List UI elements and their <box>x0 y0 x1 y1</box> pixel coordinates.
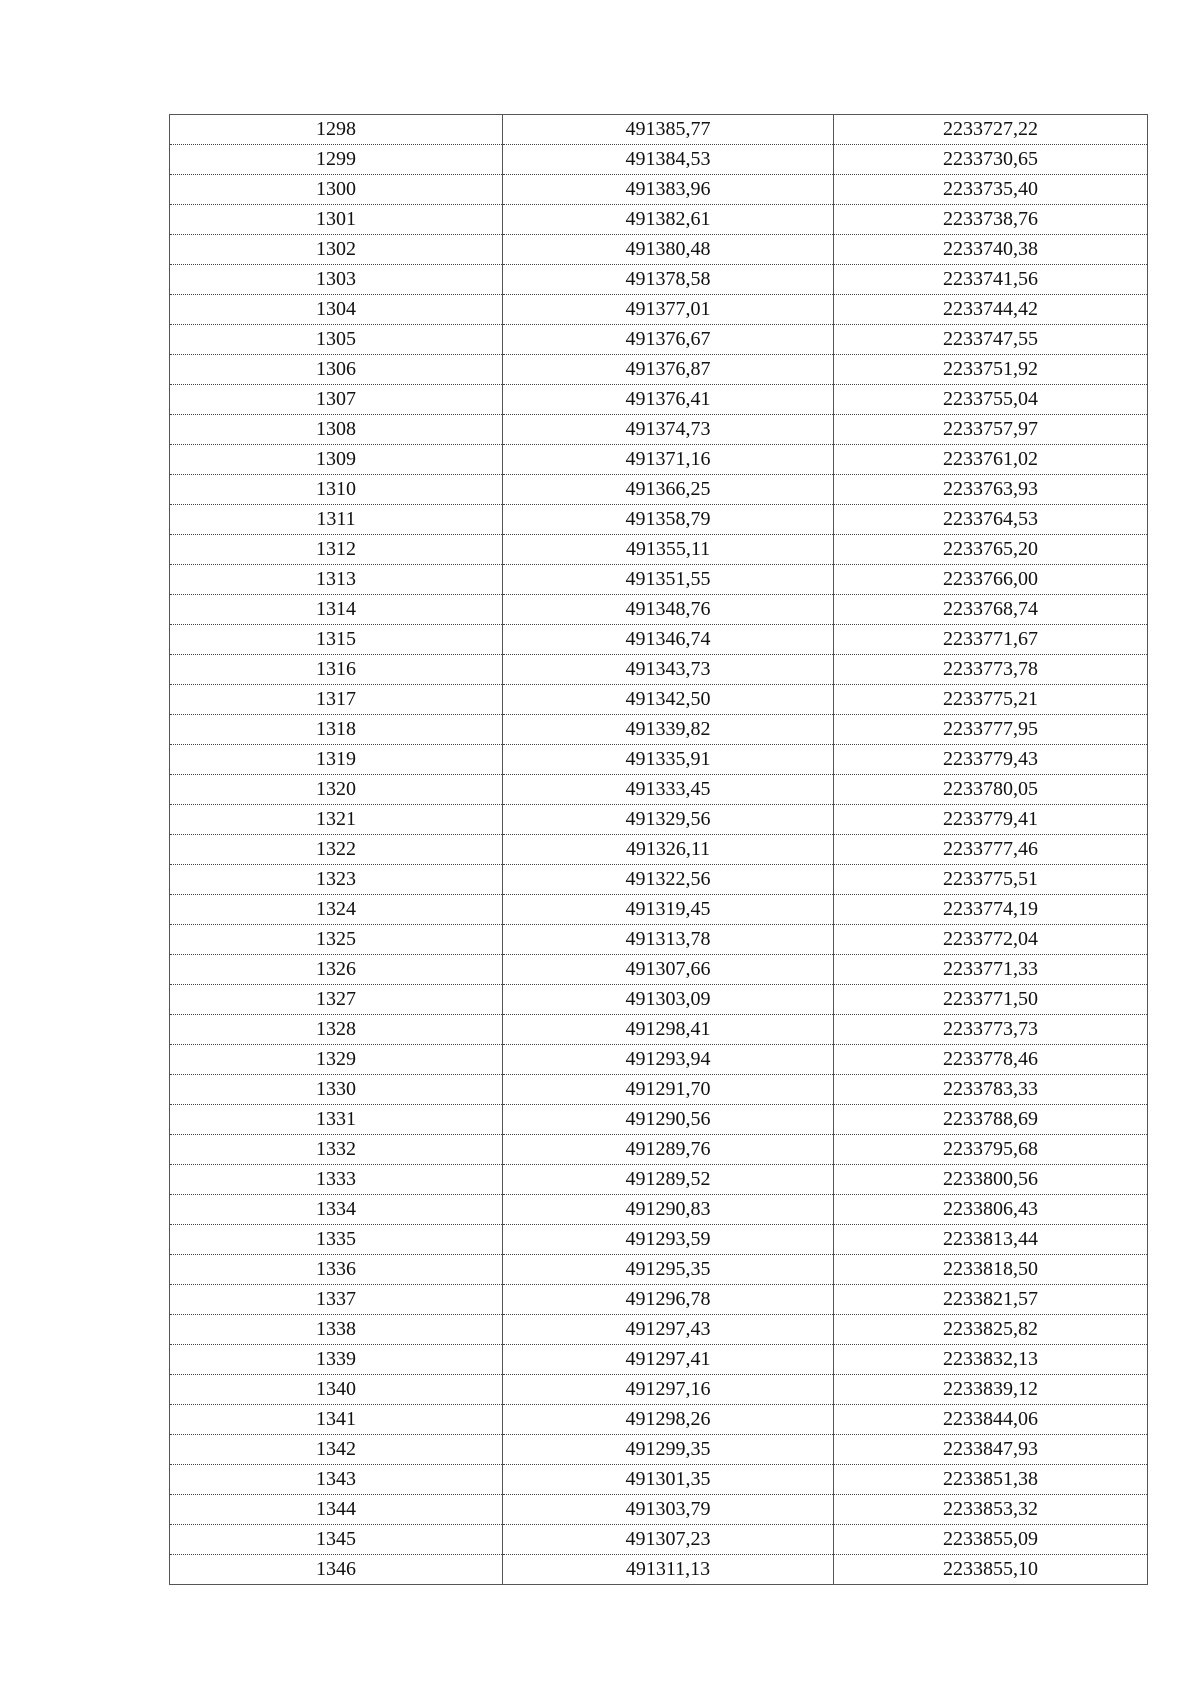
y-coordinate-cell: 2233778,46 <box>834 1045 1148 1075</box>
table-row <box>170 955 1148 985</box>
y-coordinate-cell: 2233761,02 <box>834 445 1148 475</box>
x-coordinate-cell: 491293,59 <box>503 1225 834 1255</box>
point-number-cell: 1330 <box>170 1075 503 1105</box>
point-number-cell: 1314 <box>170 595 503 625</box>
y-coordinate-cell: 2233772,04 <box>834 925 1148 955</box>
coordinates-table <box>169 114 1148 1585</box>
x-coordinate-cell: 491348,76 <box>503 595 834 625</box>
table-row <box>170 715 1148 745</box>
x-coordinate-cell: 491291,70 <box>503 1075 834 1105</box>
point-number-cell: 1338 <box>170 1315 503 1345</box>
x-coordinate-cell: 491335,91 <box>503 745 834 775</box>
table-row <box>170 565 1148 595</box>
x-coordinate-cell: 491293,94 <box>503 1045 834 1075</box>
table-row <box>170 1165 1148 1195</box>
point-number-cell: 1307 <box>170 385 503 415</box>
point-number-cell: 1326 <box>170 955 503 985</box>
x-coordinate-cell: 491295,35 <box>503 1255 834 1285</box>
x-coordinate-cell: 491374,73 <box>503 415 834 445</box>
y-coordinate-cell: 2233735,40 <box>834 175 1148 205</box>
x-coordinate-cell: 491333,45 <box>503 775 834 805</box>
x-coordinate-cell: 491301,35 <box>503 1465 834 1495</box>
table-row <box>170 1225 1148 1255</box>
y-coordinate-cell: 2233813,44 <box>834 1225 1148 1255</box>
point-number-cell: 1329 <box>170 1045 503 1075</box>
point-number-cell: 1309 <box>170 445 503 475</box>
y-coordinate-cell: 2233744,42 <box>834 295 1148 325</box>
table-row <box>170 205 1148 235</box>
table-row <box>170 1375 1148 1405</box>
point-number-cell: 1334 <box>170 1195 503 1225</box>
point-number-cell: 1308 <box>170 415 503 445</box>
point-number-cell: 1339 <box>170 1345 503 1375</box>
x-coordinate-cell: 491384,53 <box>503 145 834 175</box>
x-coordinate-cell: 491313,78 <box>503 925 834 955</box>
x-coordinate-cell: 491378,58 <box>503 265 834 295</box>
y-coordinate-cell: 2233771,50 <box>834 985 1148 1015</box>
y-coordinate-cell: 2233764,53 <box>834 505 1148 535</box>
point-number-cell: 1312 <box>170 535 503 565</box>
y-coordinate-cell: 2233825,82 <box>834 1315 1148 1345</box>
y-coordinate-cell: 2233783,33 <box>834 1075 1148 1105</box>
point-number-cell: 1298 <box>170 115 503 145</box>
table-row <box>170 1525 1148 1555</box>
y-coordinate-cell: 2233768,74 <box>834 595 1148 625</box>
table-row <box>170 1345 1148 1375</box>
y-coordinate-cell: 2233832,13 <box>834 1345 1148 1375</box>
y-coordinate-cell: 2233751,92 <box>834 355 1148 385</box>
table-row <box>170 625 1148 655</box>
point-number-cell: 1299 <box>170 145 503 175</box>
x-coordinate-cell: 491297,41 <box>503 1345 834 1375</box>
table-row <box>170 1465 1148 1495</box>
y-coordinate-cell: 2233747,55 <box>834 325 1148 355</box>
x-coordinate-cell: 491329,56 <box>503 805 834 835</box>
x-coordinate-cell: 491303,09 <box>503 985 834 1015</box>
y-coordinate-cell: 2233853,32 <box>834 1495 1148 1525</box>
x-coordinate-cell: 491355,11 <box>503 535 834 565</box>
x-coordinate-cell: 491307,66 <box>503 955 834 985</box>
table-row <box>170 595 1148 625</box>
x-coordinate-cell: 491307,23 <box>503 1525 834 1555</box>
y-coordinate-cell: 2233771,67 <box>834 625 1148 655</box>
point-number-cell: 1301 <box>170 205 503 235</box>
point-number-cell: 1328 <box>170 1015 503 1045</box>
point-number-cell: 1336 <box>170 1255 503 1285</box>
y-coordinate-cell: 2233766,00 <box>834 565 1148 595</box>
y-coordinate-cell: 2233779,43 <box>834 745 1148 775</box>
y-coordinate-cell: 2233777,95 <box>834 715 1148 745</box>
point-number-cell: 1345 <box>170 1525 503 1555</box>
table-row <box>170 535 1148 565</box>
table-row <box>170 325 1148 355</box>
point-number-cell: 1340 <box>170 1375 503 1405</box>
y-coordinate-cell: 2233844,06 <box>834 1405 1148 1435</box>
x-coordinate-cell: 491326,11 <box>503 835 834 865</box>
table-row <box>170 475 1148 505</box>
table-row <box>170 1015 1148 1045</box>
y-coordinate-cell: 2233775,51 <box>834 865 1148 895</box>
y-coordinate-cell: 2233773,78 <box>834 655 1148 685</box>
table-row <box>170 775 1148 805</box>
point-number-cell: 1333 <box>170 1165 503 1195</box>
point-number-cell: 1303 <box>170 265 503 295</box>
x-coordinate-cell: 491339,82 <box>503 715 834 745</box>
y-coordinate-cell: 2233818,50 <box>834 1255 1148 1285</box>
table-row <box>170 505 1148 535</box>
x-coordinate-cell: 491377,01 <box>503 295 834 325</box>
table-row <box>170 415 1148 445</box>
point-number-cell: 1343 <box>170 1465 503 1495</box>
point-number-cell: 1332 <box>170 1135 503 1165</box>
table-row <box>170 835 1148 865</box>
point-number-cell: 1302 <box>170 235 503 265</box>
x-coordinate-cell: 491298,41 <box>503 1015 834 1045</box>
y-coordinate-cell: 2233851,38 <box>834 1465 1148 1495</box>
table-row <box>170 1105 1148 1135</box>
y-coordinate-cell: 2233730,65 <box>834 145 1148 175</box>
table-row <box>170 115 1148 145</box>
x-coordinate-cell: 491358,79 <box>503 505 834 535</box>
point-number-cell: 1346 <box>170 1555 503 1585</box>
y-coordinate-cell: 2233771,33 <box>834 955 1148 985</box>
y-coordinate-cell: 2233773,73 <box>834 1015 1148 1045</box>
point-number-cell: 1341 <box>170 1405 503 1435</box>
x-coordinate-cell: 491366,25 <box>503 475 834 505</box>
x-coordinate-cell: 491342,50 <box>503 685 834 715</box>
y-coordinate-cell: 2233855,09 <box>834 1525 1148 1555</box>
point-number-cell: 1319 <box>170 745 503 775</box>
coordinates-table-body <box>170 115 1148 1585</box>
table-row <box>170 745 1148 775</box>
y-coordinate-cell: 2233757,97 <box>834 415 1148 445</box>
y-coordinate-cell: 2233839,12 <box>834 1375 1148 1405</box>
y-coordinate-cell: 2233775,21 <box>834 685 1148 715</box>
point-number-cell: 1317 <box>170 685 503 715</box>
y-coordinate-cell: 2233780,05 <box>834 775 1148 805</box>
point-number-cell: 1316 <box>170 655 503 685</box>
point-number-cell: 1342 <box>170 1435 503 1465</box>
point-number-cell: 1320 <box>170 775 503 805</box>
point-number-cell: 1335 <box>170 1225 503 1255</box>
y-coordinate-cell: 2233795,68 <box>834 1135 1148 1165</box>
table-row <box>170 1285 1148 1315</box>
point-number-cell: 1324 <box>170 895 503 925</box>
table-row <box>170 385 1148 415</box>
table-row <box>170 1435 1148 1465</box>
point-number-cell: 1315 <box>170 625 503 655</box>
x-coordinate-cell: 491289,76 <box>503 1135 834 1165</box>
x-coordinate-cell: 491297,16 <box>503 1375 834 1405</box>
x-coordinate-cell: 491296,78 <box>503 1285 834 1315</box>
table-row <box>170 1195 1148 1225</box>
table-row <box>170 265 1148 295</box>
point-number-cell: 1331 <box>170 1105 503 1135</box>
table-row <box>170 865 1148 895</box>
y-coordinate-cell: 2233741,56 <box>834 265 1148 295</box>
y-coordinate-cell: 2233800,56 <box>834 1165 1148 1195</box>
x-coordinate-cell: 491298,26 <box>503 1405 834 1435</box>
table-row <box>170 1315 1148 1345</box>
table-row <box>170 1075 1148 1105</box>
x-coordinate-cell: 491383,96 <box>503 175 834 205</box>
table-row <box>170 1555 1148 1585</box>
x-coordinate-cell: 491380,48 <box>503 235 834 265</box>
x-coordinate-cell: 491322,56 <box>503 865 834 895</box>
table-row <box>170 1255 1148 1285</box>
x-coordinate-cell: 491376,67 <box>503 325 834 355</box>
y-coordinate-cell: 2233740,38 <box>834 235 1148 265</box>
table-row <box>170 445 1148 475</box>
x-coordinate-cell: 491303,79 <box>503 1495 834 1525</box>
table-row <box>170 235 1148 265</box>
point-number-cell: 1310 <box>170 475 503 505</box>
x-coordinate-cell: 491346,74 <box>503 625 834 655</box>
y-coordinate-cell: 2233855,10 <box>834 1555 1148 1585</box>
table-row <box>170 1495 1148 1525</box>
table-row <box>170 1405 1148 1435</box>
point-number-cell: 1305 <box>170 325 503 355</box>
y-coordinate-cell: 2233774,19 <box>834 895 1148 925</box>
y-coordinate-cell: 2233765,20 <box>834 535 1148 565</box>
table-row <box>170 295 1148 325</box>
y-coordinate-cell: 2233821,57 <box>834 1285 1148 1315</box>
x-coordinate-cell: 491385,77 <box>503 115 834 145</box>
table-row <box>170 355 1148 385</box>
x-coordinate-cell: 491376,87 <box>503 355 834 385</box>
y-coordinate-cell: 2233763,93 <box>834 475 1148 505</box>
point-number-cell: 1311 <box>170 505 503 535</box>
table-row <box>170 1135 1148 1165</box>
table-row <box>170 895 1148 925</box>
table-row <box>170 1045 1148 1075</box>
x-coordinate-cell: 491297,43 <box>503 1315 834 1345</box>
y-coordinate-cell: 2233788,69 <box>834 1105 1148 1135</box>
point-number-cell: 1321 <box>170 805 503 835</box>
x-coordinate-cell: 491343,73 <box>503 655 834 685</box>
table-row <box>170 145 1148 175</box>
x-coordinate-cell: 491371,16 <box>503 445 834 475</box>
table-row <box>170 655 1148 685</box>
x-coordinate-cell: 491290,83 <box>503 1195 834 1225</box>
point-number-cell: 1306 <box>170 355 503 385</box>
x-coordinate-cell: 491311,13 <box>503 1555 834 1585</box>
table-row <box>170 175 1148 205</box>
table-row <box>170 685 1148 715</box>
point-number-cell: 1300 <box>170 175 503 205</box>
y-coordinate-cell: 2233777,46 <box>834 835 1148 865</box>
y-coordinate-cell: 2233727,22 <box>834 115 1148 145</box>
point-number-cell: 1344 <box>170 1495 503 1525</box>
x-coordinate-cell: 491319,45 <box>503 895 834 925</box>
x-coordinate-cell: 491376,41 <box>503 385 834 415</box>
y-coordinate-cell: 2233847,93 <box>834 1435 1148 1465</box>
x-coordinate-cell: 491382,61 <box>503 205 834 235</box>
y-coordinate-cell: 2233738,76 <box>834 205 1148 235</box>
x-coordinate-cell: 491299,35 <box>503 1435 834 1465</box>
point-number-cell: 1304 <box>170 295 503 325</box>
point-number-cell: 1325 <box>170 925 503 955</box>
point-number-cell: 1322 <box>170 835 503 865</box>
table-row <box>170 925 1148 955</box>
x-coordinate-cell: 491290,56 <box>503 1105 834 1135</box>
y-coordinate-cell: 2233755,04 <box>834 385 1148 415</box>
point-number-cell: 1337 <box>170 1285 503 1315</box>
y-coordinate-cell: 2233779,41 <box>834 805 1148 835</box>
point-number-cell: 1313 <box>170 565 503 595</box>
y-coordinate-cell: 2233806,43 <box>834 1195 1148 1225</box>
point-number-cell: 1323 <box>170 865 503 895</box>
x-coordinate-cell: 491289,52 <box>503 1165 834 1195</box>
x-coordinate-cell: 491351,55 <box>503 565 834 595</box>
table-row <box>170 985 1148 1015</box>
point-number-cell: 1327 <box>170 985 503 1015</box>
table-row <box>170 805 1148 835</box>
point-number-cell: 1318 <box>170 715 503 745</box>
